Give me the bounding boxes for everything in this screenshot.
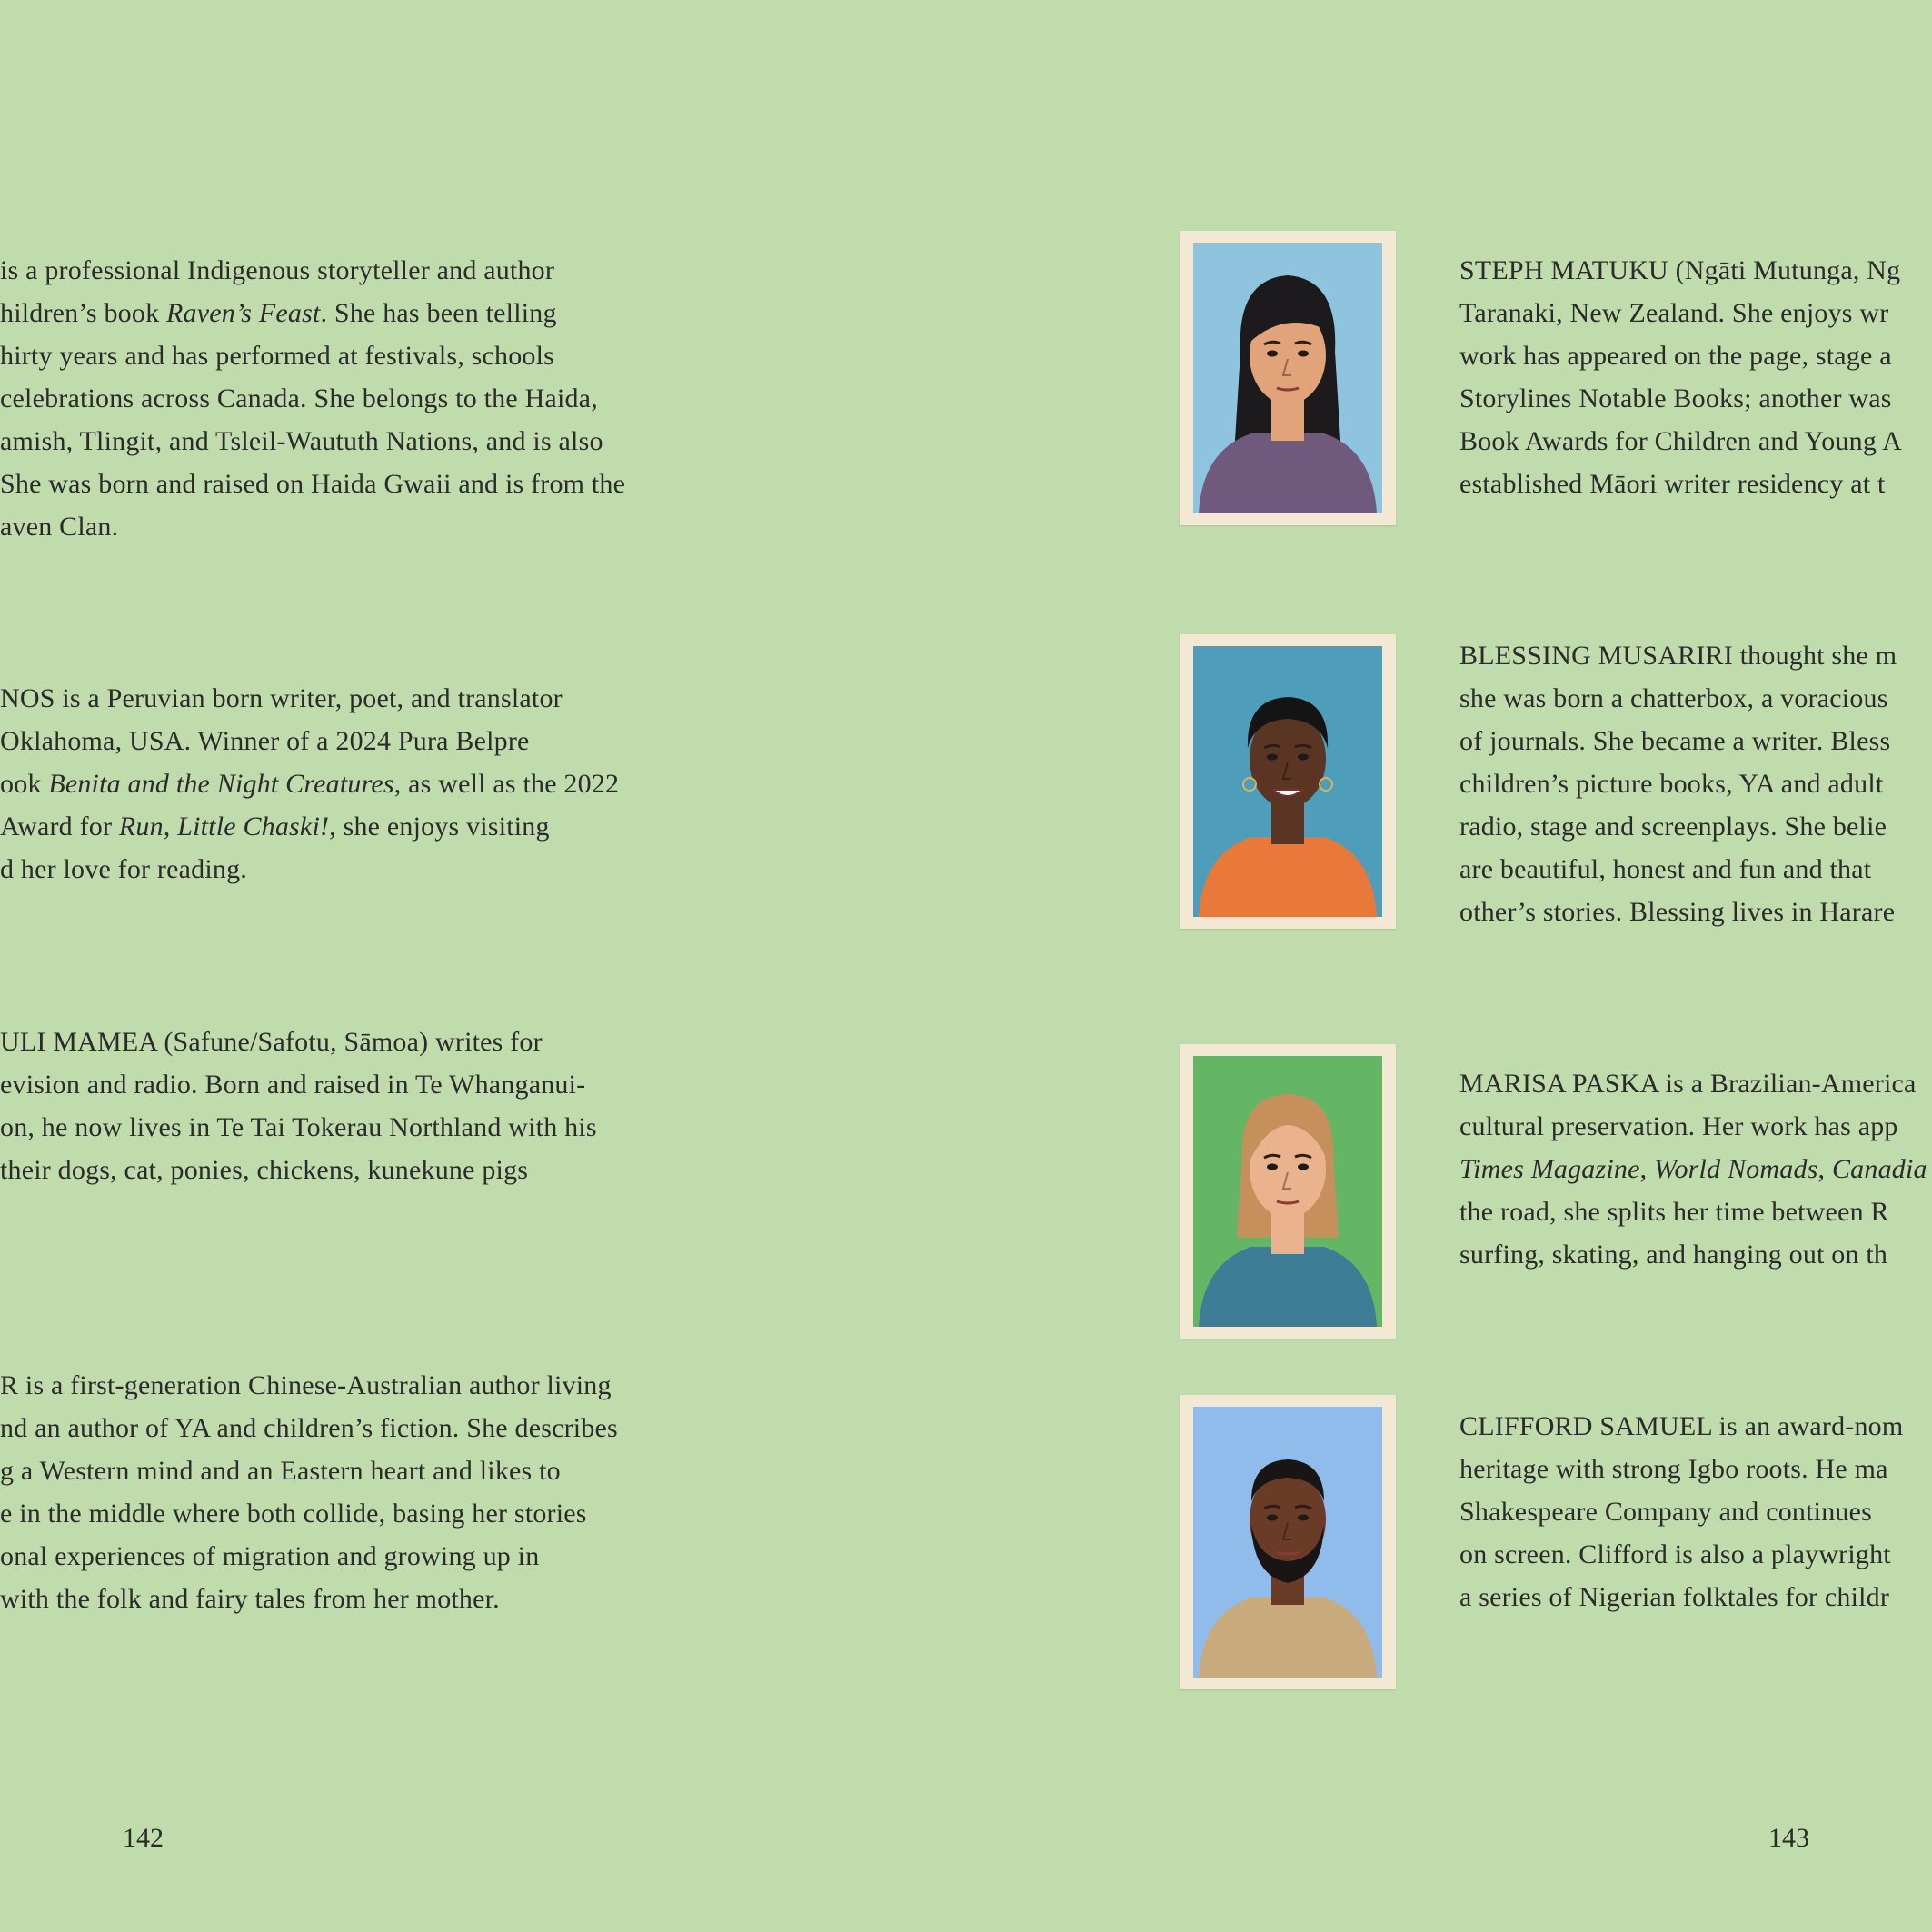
text-run: R is a first-generation Chinese-Australian author living	[0, 1370, 612, 1400]
bio-line	[1459, 1233, 1927, 1276]
text-run: Award for	[0, 812, 119, 842]
italic-title: Run, Little Chaski!	[118, 812, 330, 842]
text-run: of journals. She became a writer. Bless	[1459, 726, 1891, 756]
text-run: ook	[0, 769, 49, 799]
bio-line	[1459, 1405, 1903, 1448]
bio-line	[0, 1492, 618, 1535]
bio-right-3	[1459, 1062, 1927, 1276]
text-run: surfing, skating, and hanging out on th	[1459, 1240, 1888, 1270]
text-run: hirty years and has performed at festivals, schools	[0, 341, 555, 371]
text-run: Storylines Notable Books; another was	[1459, 383, 1892, 413]
bio-line	[1459, 1490, 1903, 1533]
text-run: the road, she splits her time between R	[1459, 1197, 1889, 1227]
text-run: ULI MAMEA (Safune/Safotu, Sāmoa) writes for	[0, 1027, 543, 1057]
text-run: with the folk and fairy tales from her mother.	[0, 1584, 500, 1614]
bio-line	[0, 1106, 597, 1149]
text-run: NOS is a Peruvian born writer, poet, and translator	[0, 683, 563, 713]
portrait-frame-1	[1180, 231, 1396, 525]
bio-line	[1459, 848, 1897, 891]
bio-line	[1459, 1448, 1903, 1490]
bio-line	[1459, 1190, 1927, 1233]
bio-line	[0, 463, 625, 505]
bio-line	[1459, 677, 1897, 720]
bio-line	[0, 677, 619, 720]
text-run: . She has been telling	[320, 298, 557, 328]
bio-line	[0, 249, 625, 292]
bio-right-1	[1459, 249, 1902, 505]
bio-line	[1459, 762, 1897, 805]
bio-left-1	[0, 249, 625, 548]
text-run: nd an author of YA and children’s fiction. She describes	[0, 1413, 618, 1443]
text-run: She was born and raised on Haida Gwaii and is from the	[0, 469, 626, 499]
bio-line	[1459, 634, 1897, 677]
text-run: radio, stage and screenplays. She belie	[1459, 812, 1887, 842]
bio-line	[0, 1535, 618, 1578]
text-run: is a professional Indigenous storyteller and author	[0, 255, 555, 285]
bio-line	[1459, 334, 1902, 377]
portrait-blessing-musariri-icon	[1193, 646, 1382, 917]
bio-line	[0, 1149, 597, 1191]
bio-line	[0, 720, 619, 762]
bio-line	[0, 1449, 618, 1492]
bio-left-3	[0, 1021, 597, 1191]
text-run: on screen. Clifford is also a playwright	[1459, 1539, 1891, 1569]
portrait-frame-3	[1180, 1044, 1396, 1339]
bio-line	[1459, 249, 1902, 292]
text-run: she was born a chatterbox, a voracious	[1459, 683, 1888, 713]
bio-line	[0, 805, 619, 848]
text-run: , as well as the 2022	[393, 769, 620, 799]
bio-line	[1459, 720, 1897, 762]
bio-right-2	[1459, 634, 1897, 933]
italic-title: Benita and the Night Creatures	[48, 769, 394, 799]
bio-line	[0, 377, 625, 420]
text-run: other’s stories. Blessing lives in Harare	[1459, 897, 1896, 927]
text-run: , she enjoys visiting	[329, 812, 550, 842]
text-run: on, he now lives in Te Tai Tokerau Northland with his	[0, 1112, 597, 1142]
bio-line	[0, 420, 625, 463]
italic-title: Canadia	[1831, 1154, 1927, 1184]
bio-line	[0, 1407, 618, 1449]
portrait-clifford-samuel-icon	[1193, 1407, 1382, 1678]
text-run: g a Western mind and an Eastern heart and likes to	[0, 1456, 561, 1486]
bio-line	[1459, 377, 1902, 420]
bio-line	[0, 762, 619, 805]
page-number-right: 143	[1768, 1823, 1809, 1853]
text-run: heritage with strong Igbo roots. He ma	[1459, 1454, 1888, 1484]
bio-line	[1459, 805, 1897, 848]
text-run: Book Awards for Children and Young A	[1459, 426, 1902, 456]
text-run: e in the middle where both collide, basing her stories	[0, 1499, 587, 1529]
portrait-frame-4	[1180, 1395, 1396, 1689]
text-run: BLESSING MUSARIRI thought she m	[1459, 641, 1897, 671]
portrait-marisa-paska-icon	[1193, 1056, 1382, 1327]
portrait-steph-matuku-icon	[1193, 243, 1382, 513]
text-run: cultural preservation. Her work has app	[1459, 1111, 1898, 1141]
bio-line	[0, 848, 619, 891]
bio-line	[1459, 891, 1897, 933]
bio-line	[0, 505, 625, 548]
bio-line	[0, 292, 625, 334]
text-run: children’s picture books, YA and adult	[1459, 769, 1884, 799]
text-run: onal experiences of migration and growing up in	[0, 1541, 540, 1571]
text-run: ,	[1639, 1154, 1655, 1184]
bio-right-4	[1459, 1405, 1903, 1618]
text-run: are beautiful, honest and fun and that	[1459, 854, 1872, 884]
text-run: celebrations across Canada. She belongs to the Haida,	[0, 383, 598, 413]
italic-title: World Nomads	[1654, 1154, 1818, 1184]
bio-line	[0, 334, 625, 377]
text-run: Taranaki, New Zealand. She enjoys wr	[1459, 298, 1889, 328]
bio-left-2	[0, 677, 619, 891]
bio-left-4	[0, 1364, 618, 1620]
text-run: STEPH MATUKU (Ngāti Mutunga, Ng	[1459, 255, 1901, 285]
text-run: ,	[1817, 1154, 1832, 1184]
text-run: amish, Tlingit, and Tsleil-Waututh Nations, and is also	[0, 426, 603, 456]
bio-line	[1459, 292, 1902, 334]
bio-line	[1459, 1533, 1903, 1576]
text-run: Oklahoma, USA. Winner of a 2024 Pura Belpre	[0, 726, 530, 756]
italic-title: Times Magazine	[1459, 1154, 1640, 1184]
bio-line	[0, 1364, 618, 1407]
italic-title: Raven’s Feast	[166, 298, 321, 328]
bio-line	[1459, 420, 1902, 463]
bio-line	[0, 1063, 597, 1106]
text-run: d her love for reading.	[0, 854, 247, 884]
bio-line	[1459, 1062, 1927, 1105]
text-run: Shakespeare Company and continues	[1459, 1497, 1872, 1527]
text-run: work has appeared on the page, stage a	[1459, 341, 1892, 371]
text-run: their dogs, cat, ponies, chickens, kunekune pigs	[0, 1155, 529, 1185]
bio-line	[1459, 1576, 1903, 1618]
text-run: MARISA PASKA is a Brazilian-America	[1459, 1069, 1917, 1099]
bio-line	[0, 1021, 597, 1063]
text-run: aven Clan.	[0, 512, 119, 542]
text-run: CLIFFORD SAMUEL is an award-nom	[1459, 1411, 1904, 1441]
bio-line	[1459, 1105, 1927, 1148]
text-run: evision and radio. Born and raised in Te Whanganui-	[0, 1070, 586, 1100]
text-run: a series of Nigerian folktales for childr	[1459, 1582, 1890, 1612]
text-run: hildren’s book	[0, 298, 166, 328]
bio-line	[1459, 463, 1902, 505]
text-run: established Māori writer residency at t	[1459, 469, 1886, 499]
bio-line	[1459, 1148, 1927, 1190]
bio-line	[0, 1578, 618, 1620]
page-number-left: 142	[123, 1823, 164, 1853]
portrait-frame-2	[1180, 634, 1396, 929]
